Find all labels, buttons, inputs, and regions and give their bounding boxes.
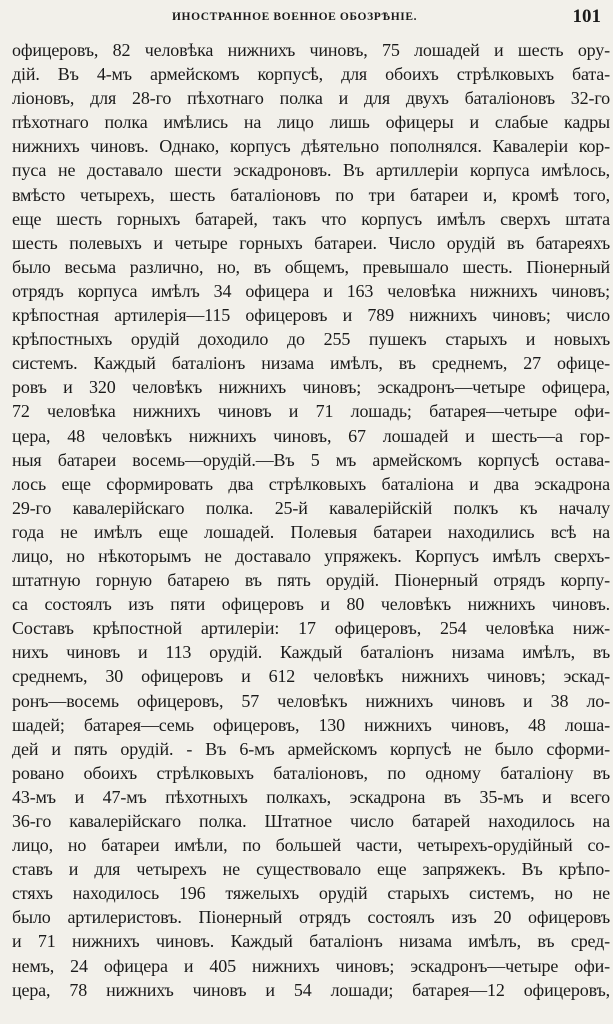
text-line: немъ, 24 офицера и 405 нижнихъ чиновъ; эскадронъ—четыре офи- <box>12 955 610 976</box>
text-line: дій. Въ 4-мъ армейскомъ корпусѣ, для обоихъ стрѣлковыхъ бата- <box>12 64 610 85</box>
text-line: среднемъ, 30 офицеровъ и 612 человѣкъ нижнихъ чиновъ; эскад- <box>12 666 610 687</box>
text-line: стяхъ находилось 196 тяжелыхъ орудій старыхъ системъ, но не <box>12 883 610 904</box>
text-line: цера, 48 человѣкъ нижнихъ чиновъ, 67 лошадей и шесть—а гор- <box>12 425 610 446</box>
text-line: 43-мъ и 47-мъ пѣхотныхъ полкахъ, эскадрона въ 35-мъ и всего <box>12 786 610 807</box>
page-number: 101 <box>572 6 601 27</box>
text-line: лось еще сформировать два стрѣлковыхъ баталіона и два эскадрона <box>12 473 610 494</box>
text-line: было весьма различно, но, въ общемъ, превышало шесть. Піонерный <box>12 256 610 277</box>
text-line: ронъ—восемь офицеровъ, 57 человѣкъ нижнихъ чиновъ и 38 ло- <box>12 690 610 711</box>
text-line: пуса не доставало шести эскадроновъ. Въ артиллеріи корпуса имѣлось, <box>12 160 610 181</box>
text-line: и 71 нижнихъ чиновъ. Каждый баталіонъ низама имѣлъ, въ сред- <box>12 931 610 952</box>
text-line: цера, 78 нижнихъ чиновъ и 54 лошади; батарея—12 офицеровъ, <box>12 979 610 1000</box>
text-line: Составъ крѣпостной артилеріи: 17 офицеровъ, 254 человѣка ниж- <box>12 618 610 639</box>
text-line: ныя батареи восемь—орудій.—Въ 5 мъ армейскомъ корпусѣ остава- <box>12 449 610 470</box>
text-line: пѣхотнаго полка имѣлись на лицо лишь офицеры и слабые кадры <box>12 112 610 133</box>
text-line: 36-го кавалерійскаго полка. Штатное число батарей находилось на <box>12 811 610 831</box>
text-line: лицо, но батареи имѣли, по большей части, четырехъ-орудійный со- <box>12 835 610 856</box>
text-line: вмѣсто четырехъ, шесть баталіоновъ по три батареи и, кромѣ того, <box>12 184 610 205</box>
text-line: ліоновъ, для 28-го пѣхотнаго полка и для двухъ баталіоновъ 32-го <box>12 88 610 109</box>
text-line: еще шесть горныхъ батарей, такъ что корпусъ имѣлъ сверхъ штата <box>12 208 610 229</box>
text-line: было артилеристовъ. Піонерный отрядъ состоялъ изъ 20 офицеровъ <box>12 907 610 928</box>
text-line: лицо, но нѣкоторымъ не доставало упряжекъ. Корпусъ имѣлъ сверхъ- <box>12 545 610 566</box>
text-line: шадей; батарея—семь офицеровъ, 130 нижнихъ чиновъ, 48 лоша- <box>12 714 610 735</box>
text-line: 72 человѣка нижнихъ чиновъ и 71 лошадь; батарея—четыре офи- <box>12 401 610 422</box>
text-line: шесть полевыхъ и четыре горныхъ батареи. Число орудій въ батареяхъ <box>12 232 610 253</box>
text-line: крѣпостная артилерія—115 офицеровъ и 789 нижнихъ чиновъ; число <box>12 305 610 326</box>
text-line: ровъ и 320 человѣкъ нижнихъ чиновъ; эскадронъ—четыре офицера, <box>12 377 610 398</box>
body-text <box>12 38 610 1002</box>
text-line: года не имѣлъ еще лошадей. Полевыя батареи находились всѣ на <box>12 521 610 542</box>
header-title: ИНОСТРАННОЕ ВОЕННОЕ ОБОЗРѢНІЕ. <box>172 11 418 23</box>
text-line: нихъ чиновъ и 113 орудій. Каждый баталіонъ низама имѣлъ, въ <box>12 642 610 663</box>
text-line: нижнихъ чиновъ. Однако, корпусъ дѣятельно пополнялся. Кавалеріи кор- <box>12 136 610 157</box>
text-line: дей и пять орудій. - Въ 6-мъ армейскомъ корпусѣ не было сформи- <box>12 738 610 759</box>
text-line: са состоялъ изъ пяти офицеровъ и 80 человѣкъ нижнихъ чиновъ. <box>12 594 610 615</box>
text-line: отрядъ корпуса имѣлъ 34 офицера и 163 человѣка нижнихъ чиновъ; <box>12 280 610 301</box>
text-line: системъ. Каждый баталіонъ низама имѣлъ, въ среднемъ, 27 офице- <box>12 353 610 374</box>
running-header <box>0 6 613 32</box>
text-line: ровано обоихъ стрѣлковыхъ баталіоновъ, по одному баталіону въ <box>12 762 610 783</box>
text-line: 29-го кавалерійскаго полка. 25-й кавалерійскій полкъ къ началу <box>12 497 610 518</box>
text-line: офицеровъ, 82 человѣка нижнихъ чиновъ, 75 лошадей и шесть ору- <box>12 40 610 60</box>
text-line: штатную горную батарею въ пять орудій. Піонерный отрядъ корпу- <box>12 570 610 591</box>
text-line: крѣпостныхъ орудій доходило до 255 пушекъ старыхъ и новыхъ <box>12 329 610 350</box>
text-line: ставъ и для четырехъ не существовало еще запряжекъ. Въ крѣпо- <box>12 859 610 880</box>
